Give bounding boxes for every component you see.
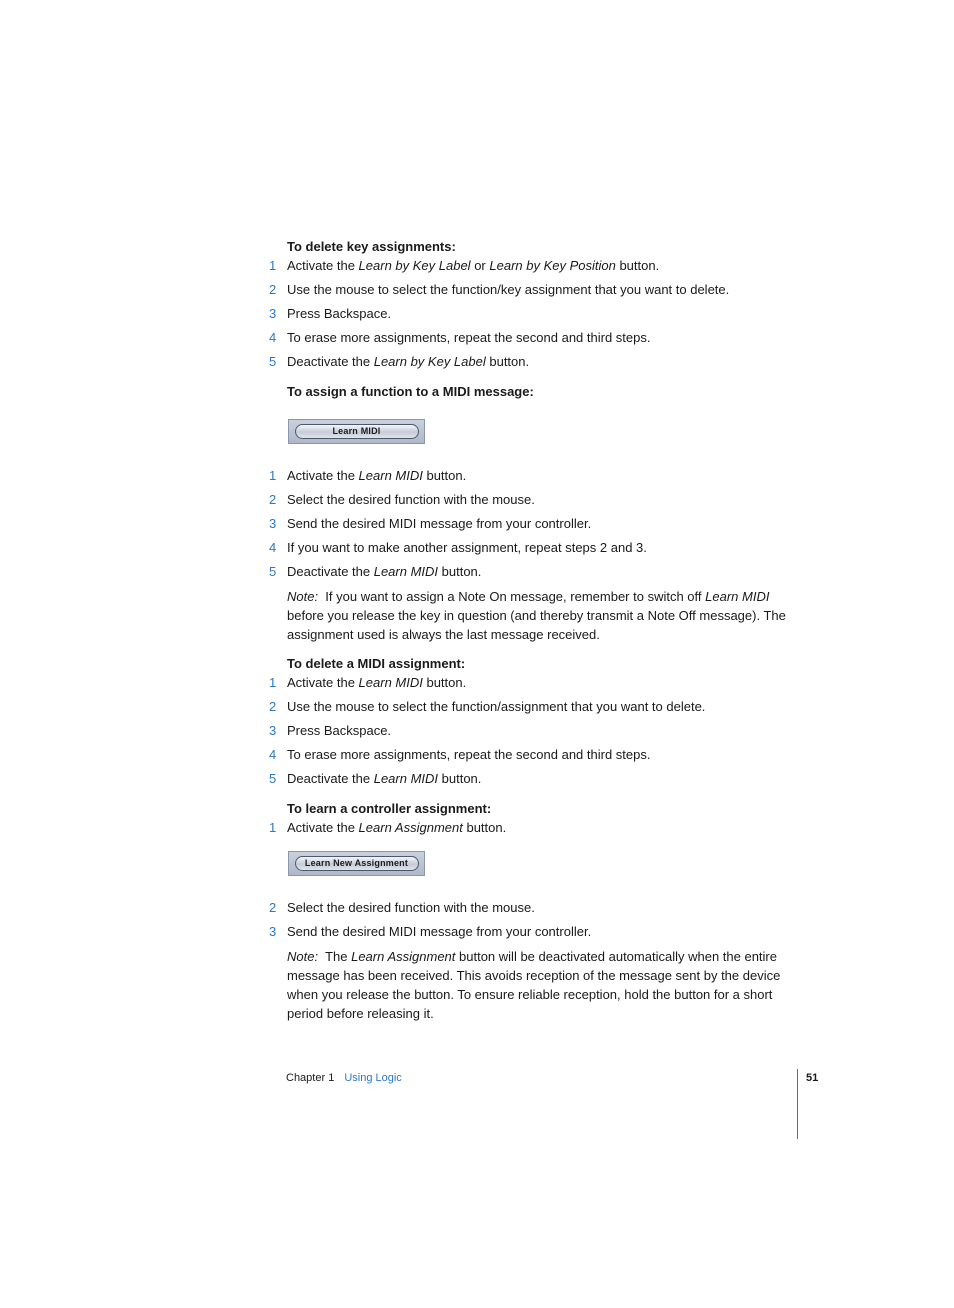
step-text: Deactivate the bbox=[287, 771, 374, 786]
learn-new-assignment-button[interactable]: Learn New Assignment bbox=[295, 856, 419, 871]
step-text: Activate the bbox=[287, 468, 359, 483]
step-item bbox=[269, 697, 807, 716]
step-number: 2 bbox=[269, 699, 277, 714]
step-number: 1 bbox=[269, 258, 277, 273]
step-emphasis: Learn by Key Label bbox=[358, 258, 471, 273]
step-number: 2 bbox=[269, 900, 277, 915]
step-emphasis: Learn by Key Label bbox=[373, 354, 486, 369]
section-heading-assign-midi: To assign a function to a MIDI message: bbox=[287, 384, 534, 399]
step-text: Deactivate the bbox=[287, 354, 374, 369]
step-number: 3 bbox=[269, 306, 277, 321]
step-text: Send the desired MIDI message from your controller. bbox=[287, 516, 592, 531]
section-heading-delete-keys: To delete key assignments: bbox=[287, 239, 456, 254]
step-number: 1 bbox=[269, 675, 277, 690]
step-number: 3 bbox=[269, 924, 277, 939]
step-text: button. bbox=[422, 468, 467, 483]
footer-chapter-title[interactable]: Using Logic bbox=[344, 1072, 402, 1084]
step-text: button. bbox=[615, 258, 660, 273]
step-item bbox=[269, 328, 807, 347]
learn-midi-screenshot bbox=[288, 419, 425, 444]
note-paragraph bbox=[287, 947, 807, 1023]
step-text: or bbox=[470, 258, 490, 273]
step-number: 1 bbox=[269, 820, 277, 835]
step-text: If you want to make another assignment, repeat steps 2 and 3. bbox=[287, 540, 647, 555]
step-item bbox=[269, 769, 807, 788]
step-number: 4 bbox=[269, 330, 277, 345]
step-item bbox=[269, 922, 807, 941]
note-emphasis: Learn MIDI bbox=[705, 589, 770, 604]
step-text: Press Backspace. bbox=[287, 723, 392, 738]
step-item bbox=[269, 538, 807, 557]
step-text: Select the desired function with the mouse. bbox=[287, 492, 535, 507]
note-text: button will be deactivated automatically when the entire message has been received. This avoids reception of the message sent by the device when you release the button. To ensure reliable reception, hold the button for a short period before releasing it. bbox=[287, 949, 781, 1021]
step-text: Deactivate the bbox=[287, 564, 374, 579]
step-number: 5 bbox=[269, 564, 277, 579]
step-text: button. bbox=[462, 820, 507, 835]
step-item bbox=[269, 280, 807, 299]
step-text: Send the desired MIDI message from your controller. bbox=[287, 924, 592, 939]
step-item bbox=[269, 745, 807, 764]
step-item bbox=[269, 466, 807, 485]
step-text: To erase more assignments, repeat the second and third steps. bbox=[287, 330, 651, 345]
note-text: If you want to assign a Note On message, remember to switch off bbox=[318, 589, 706, 604]
step-number: 1 bbox=[269, 468, 277, 483]
step-text: button. bbox=[422, 675, 467, 690]
step-number: 4 bbox=[269, 540, 277, 555]
step-item bbox=[269, 490, 807, 509]
step-item bbox=[269, 304, 807, 323]
step-number: 2 bbox=[269, 282, 277, 297]
step-number: 2 bbox=[269, 492, 277, 507]
step-item bbox=[269, 562, 807, 581]
step-text: button. bbox=[438, 564, 482, 579]
step-emphasis: Learn MIDI bbox=[358, 468, 423, 483]
step-text: button. bbox=[438, 771, 482, 786]
note-emphasis: Learn Assignment bbox=[351, 949, 456, 964]
footer-divider bbox=[797, 1069, 798, 1139]
step-item bbox=[269, 721, 807, 740]
step-number: 5 bbox=[269, 771, 277, 786]
step-item bbox=[269, 898, 807, 917]
step-number: 3 bbox=[269, 516, 277, 531]
step-text: button. bbox=[485, 354, 530, 369]
step-emphasis: Learn MIDI bbox=[373, 771, 439, 786]
step-emphasis: Learn by Key Position bbox=[489, 258, 616, 273]
learn-new-assignment-screenshot bbox=[288, 851, 425, 876]
step-item bbox=[269, 673, 807, 692]
step-item bbox=[269, 256, 807, 275]
footer-chapter: Chapter 1 bbox=[286, 1072, 335, 1084]
step-number: 5 bbox=[269, 354, 277, 369]
step-number: 4 bbox=[269, 747, 277, 762]
step-text: Activate the bbox=[287, 258, 359, 273]
step-item bbox=[269, 818, 807, 837]
step-text: Press Backspace. bbox=[287, 306, 392, 321]
step-text: Select the desired function with the mouse. bbox=[287, 900, 535, 915]
step-text: Activate the bbox=[287, 675, 359, 690]
step-item bbox=[269, 514, 807, 533]
page-number: 51 bbox=[806, 1072, 819, 1084]
step-text: Use the mouse to select the function/assignment that you want to delete. bbox=[287, 699, 706, 714]
note-text: before you release the key in question (and thereby transmit a Note Off message). The assignment used is always the last message received. bbox=[287, 608, 786, 642]
step-number: 3 bbox=[269, 723, 277, 738]
step-text: Use the mouse to select the function/key assignment that you want to delete. bbox=[287, 282, 730, 297]
step-emphasis: Learn Assignment bbox=[358, 820, 463, 835]
section-heading-delete-midi: To delete a MIDI assignment: bbox=[287, 656, 466, 671]
note-label: Note: bbox=[287, 589, 319, 604]
note-label: Note: bbox=[287, 949, 319, 964]
step-item bbox=[269, 352, 807, 371]
note-text: The bbox=[318, 949, 352, 964]
step-emphasis: Learn MIDI bbox=[373, 564, 439, 579]
step-emphasis: Learn MIDI bbox=[358, 675, 423, 690]
note-paragraph bbox=[287, 587, 807, 644]
step-text: Activate the bbox=[287, 820, 359, 835]
section-heading-learn-controller: To learn a controller assignment: bbox=[287, 801, 492, 816]
page-footer bbox=[286, 1070, 402, 1086]
step-text: To erase more assignments, repeat the second and third steps. bbox=[287, 747, 651, 762]
learn-midi-button[interactable]: Learn MIDI bbox=[295, 424, 419, 439]
page-content bbox=[269, 237, 807, 1033]
